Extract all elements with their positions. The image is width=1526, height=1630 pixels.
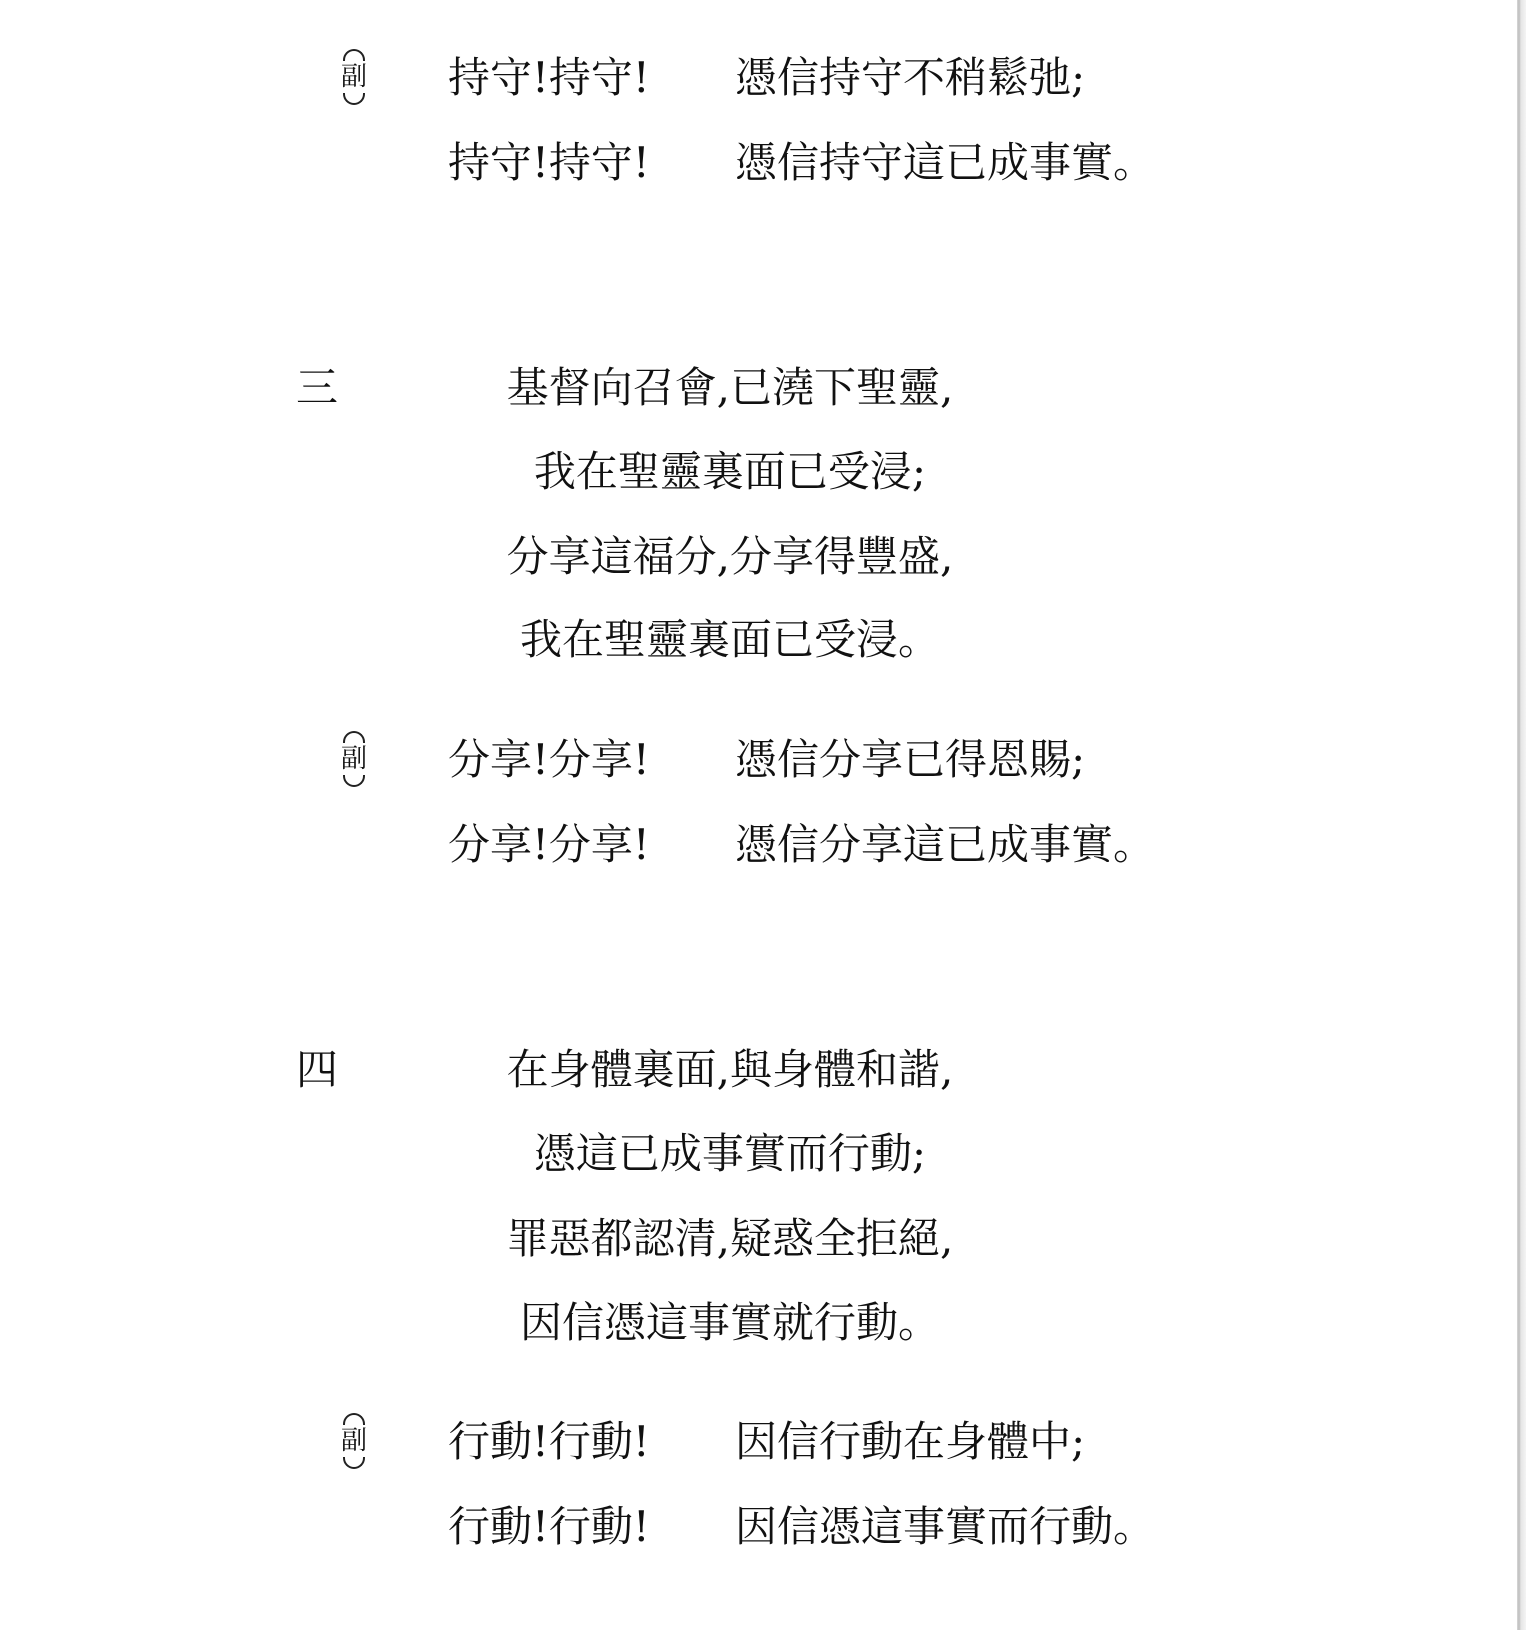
- verse-line: 罪惡都認清,疑惑全拒絕,: [506, 1214, 954, 1263]
- chorus-line-b: 憑信持守不稍鬆弛;: [735, 53, 1086, 102]
- chorus-line-b: 憑信分享這已成事實。: [735, 820, 1156, 869]
- verse-line: 我在聖靈裏面已受浸。: [519, 615, 940, 664]
- chorus-marker-2: [338, 45, 370, 109]
- stanza-number-4: 四: [296, 1045, 339, 1094]
- chorus-line-a: 行動!行動!: [448, 1502, 650, 1551]
- chorus-line-a: 持守!持守!: [448, 53, 650, 102]
- chorus-marker-label: 副: [340, 744, 367, 774]
- paren-open: [343, 731, 365, 743]
- paren-close: [343, 775, 365, 787]
- page-edge: [1517, 0, 1526, 1630]
- paren-open: [343, 1413, 365, 1425]
- chorus-line-b: 憑信持守這已成事實。: [735, 138, 1156, 187]
- paren-open: [343, 49, 365, 61]
- chorus-marker-4: [338, 1409, 370, 1473]
- chorus-line-a: 分享!分享!: [448, 820, 650, 869]
- chorus-marker-label: 副: [340, 1426, 367, 1456]
- chorus-line-a: 行動!行動!: [448, 1417, 650, 1466]
- chorus-marker-3: [338, 727, 370, 791]
- verse-line: 基督向召會,已澆下聖靈,: [506, 363, 954, 412]
- chorus-line-b: 因信行動在身體中;: [735, 1417, 1086, 1466]
- chorus-line-b: 憑信分享已得恩賜;: [735, 735, 1086, 784]
- verse-line: 因信憑這事實就行動。: [519, 1298, 940, 1347]
- stanza-number-3: 三: [296, 363, 339, 412]
- verse-line: 我在聖靈裏面已受浸;: [533, 447, 927, 496]
- verse-line: 分享這福分,分享得豐盛,: [506, 532, 954, 581]
- chorus-line-a: 持守!持守!: [448, 138, 650, 187]
- paren-close: [343, 93, 365, 105]
- chorus-line-b: 因信憑這事實而行動。: [735, 1502, 1156, 1551]
- chorus-line-a: 分享!分享!: [448, 735, 650, 784]
- verse-line: 在身體裏面,與身體和諧,: [506, 1045, 954, 1094]
- verse-line: 憑這已成事實而行動;: [533, 1129, 927, 1178]
- paren-close: [343, 1457, 365, 1469]
- chorus-marker-label: 副: [340, 62, 367, 92]
